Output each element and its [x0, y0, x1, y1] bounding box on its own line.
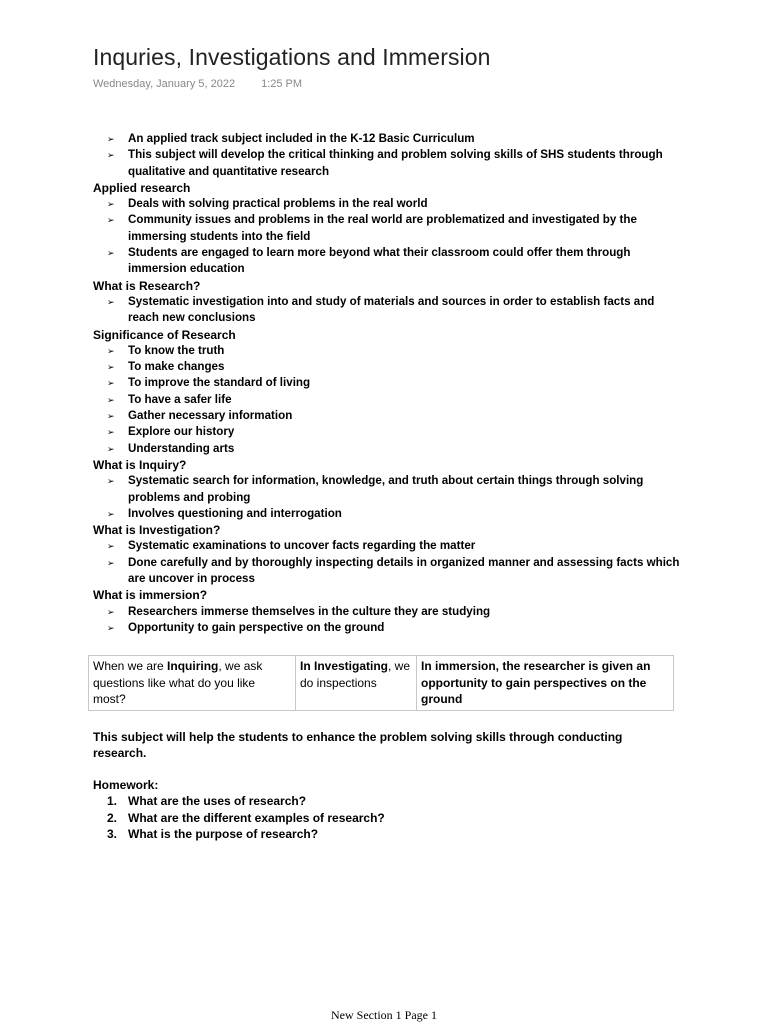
bullet-item: ➢ To make changes	[93, 359, 683, 375]
section-heading: What is immersion?	[93, 588, 208, 603]
arrow-bullet-icon: ➢	[107, 508, 115, 519]
bullet-item: ➢ Systematic search for information, knowledge, and truth about certain things through solving problems and probing	[107, 474, 644, 504]
bullet-item: ➢ An applied track subject included in the K-12 Basic Curriculum	[93, 131, 683, 147]
bullet-item: ➢ To improve the standard of living	[93, 375, 683, 391]
bullet-item: ➢ Deals with solving practical problems in the real world	[93, 196, 683, 212]
list-item: 3. What is the purpose of research?	[107, 826, 319, 841]
page-date: Wednesday, January 5, 2022	[93, 78, 236, 90]
homework-heading: Homework:	[93, 778, 159, 792]
page-title: Inquries, Investigations and Immersion	[93, 44, 491, 70]
arrow-bullet-icon: ➢	[107, 476, 115, 487]
bullet-item: ➢ Community issues and problems in the real world are problematized and investigated by the immersing students into the field	[107, 213, 637, 243]
arrow-bullet-icon: ➢	[107, 541, 115, 552]
table-cell-immersion: In immersion, the researcher is given an opportunity to gain perspectives on the ground	[417, 656, 674, 711]
arrow-bullet-icon: ➢	[107, 622, 115, 633]
table-row	[89, 656, 674, 711]
arrow-bullet-icon: ➢	[107, 557, 115, 568]
section-heading: Applied research	[93, 180, 191, 195]
summary-text: This subject will help the students to enhance the problem solving skills through conducting research.	[93, 730, 623, 761]
bullet-item: ➢ This subject will develop the critical thinking and problem solving skills of SHS students through qualitative and quantitative research	[107, 148, 663, 178]
bullet-item: ➢ Understanding arts	[93, 441, 683, 457]
section-heading: What is Inquiry?	[93, 457, 187, 472]
bullet-item: ➢ Researchers immerse themselves in the culture they are studying	[93, 604, 683, 620]
arrow-bullet-icon: ➢	[107, 394, 115, 405]
arrow-bullet-icon: ➢	[107, 345, 115, 356]
comparison-table	[88, 655, 674, 711]
arrow-bullet-icon: ➢	[107, 296, 115, 307]
page-time: 1:25 PM	[261, 78, 303, 90]
arrow-bullet-icon: ➢	[107, 199, 115, 210]
arrow-bullet-icon: ➢	[107, 606, 115, 617]
section-heading: Significance of Research	[93, 327, 236, 342]
list-item: 1. What are the uses of research?	[107, 794, 307, 809]
arrow-bullet-icon: ➢	[107, 427, 115, 438]
arrow-bullet-icon: ➢	[107, 248, 115, 259]
arrow-bullet-icon: ➢	[107, 215, 115, 226]
bullet-item: ➢ Systematic examinations to uncover facts regarding the matter	[93, 538, 683, 554]
arrow-bullet-icon: ➢	[107, 150, 115, 161]
arrow-bullet-icon: ➢	[107, 443, 115, 454]
page-footer: New Section 1 Page 1	[331, 1008, 437, 1022]
note-body	[93, 131, 683, 636]
arrow-bullet-icon: ➢	[107, 378, 115, 389]
section-heading: What is Research?	[93, 278, 201, 293]
section-heading: What is Investigation?	[93, 523, 221, 538]
list-item: 2. What are the different examples of research?	[107, 810, 385, 825]
bullet-item: ➢ To know the truth	[93, 343, 683, 359]
table-cell-investigating: In Investigating, we do inspections	[296, 656, 417, 711]
bullet-item: ➢ Done carefully and by thoroughly inspecting details in organized manner and assessing facts which are uncover in process	[107, 555, 680, 586]
page-timestamp	[93, 78, 302, 90]
bullet-item: ➢ Gather necessary information	[93, 408, 683, 424]
bullet-item: ➢ Students are engaged to learn more beyond what their classroom could offer them through immersion education	[107, 246, 631, 276]
bullet-item: ➢ Systematic investigation into and study of materials and sources in order to establish facts and reach new conclusions	[107, 294, 655, 325]
arrow-bullet-icon: ➢	[107, 134, 115, 144]
arrow-bullet-icon: ➢	[107, 362, 115, 373]
homework-section	[93, 777, 663, 842]
bullet-item: ➢ To have a safer life	[93, 392, 683, 408]
bullet-item: ➢ Involves questioning and interrogation	[93, 506, 683, 522]
arrow-bullet-icon: ➢	[107, 411, 115, 422]
bullet-item: ➢ Explore our history	[93, 424, 683, 440]
bullet-item: ➢ Opportunity to gain perspective on the ground	[93, 620, 683, 636]
table-cell-inquiring: When we are Inquiring, we ask questions like what do you like most?	[89, 656, 296, 711]
